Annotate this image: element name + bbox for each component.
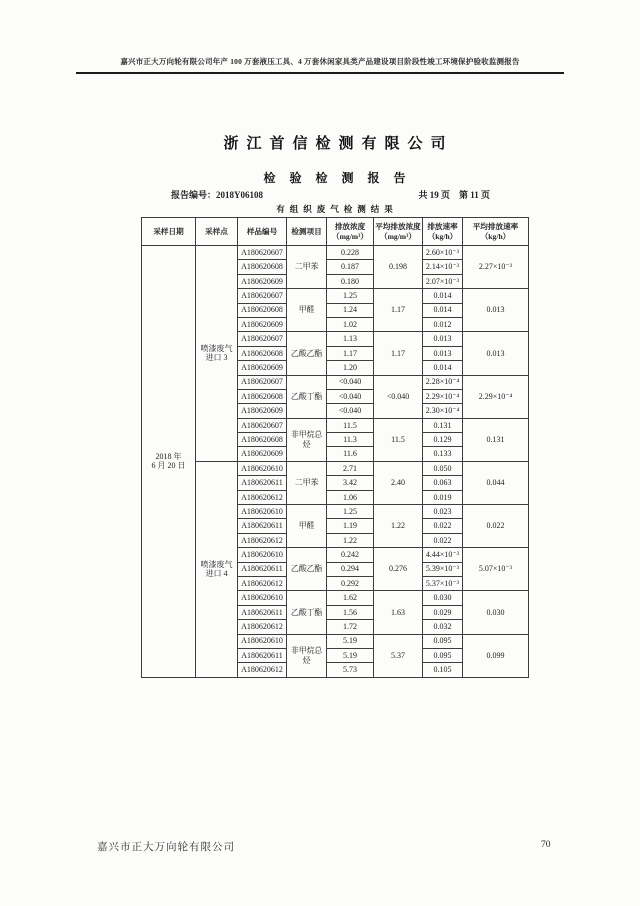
sampling-point-cell — [196, 246, 238, 462]
results-table — [141, 217, 529, 678]
column-header — [463, 218, 529, 246]
emission-rate-cell: 0.029 — [423, 605, 463, 619]
concentration-cell: <0.040 — [327, 375, 374, 389]
sample-id-cell: A180620612 — [238, 663, 287, 677]
avg-emission-rate-cell: 0.044 — [463, 461, 529, 504]
column-header — [196, 218, 238, 246]
detection-item-cell: 二甲苯 — [287, 246, 327, 289]
avg-emission-rate-cell: 0.013 — [463, 332, 529, 375]
column-header-label: 排放速率 — [427, 222, 458, 232]
emission-rate-cell: 0.013 — [423, 332, 463, 346]
sample-id-cell: A180620607 — [238, 332, 287, 346]
detection-item-cell: 甲醛 — [287, 505, 327, 548]
avg-concentration-cell: 5.37 — [374, 634, 423, 677]
concentration-cell: 1.13 — [327, 332, 374, 346]
detection-item-cell: 二甲苯 — [287, 461, 327, 504]
emission-rate-cell: 0.014 — [423, 303, 463, 317]
emission-rate-cell: 0.022 — [423, 519, 463, 533]
detection-item-cell: 甲醛 — [287, 289, 327, 332]
sample-id-cell: A180620608 — [238, 389, 287, 403]
column-header — [423, 218, 463, 246]
avg-concentration-cell: 0.198 — [374, 246, 423, 289]
concentration-cell: 0.292 — [327, 576, 374, 590]
avg-concentration-cell: 1.22 — [374, 505, 423, 548]
table-row — [142, 246, 529, 260]
table-title: 有组织废气检测结果 — [276, 204, 398, 214]
footer-company-name: 嘉兴市正大万向轮有限公司 — [97, 842, 235, 853]
avg-emission-rate-cell: 0.022 — [463, 505, 529, 548]
column-header-label: 平均排放浓度 — [375, 222, 421, 232]
emission-rate-cell: 2.29×10⁻⁴ — [423, 389, 463, 403]
page-count: 共 19 页 第 11 页 — [418, 190, 490, 200]
emission-rate-cell: 0.095 — [423, 634, 463, 648]
column-header — [287, 218, 327, 246]
avg-emission-rate-cell: 5.07×10⁻³ — [463, 548, 529, 591]
sample-id-cell: A180620612 — [238, 533, 287, 547]
report-header-line: 嘉兴市正大万向轮有限公司年产 100 万套液压工具、4 万套休闲家具类产品建设项目阶段性竣工环境保护验收监测报告 — [120, 57, 520, 66]
detection-item-cell: 乙酸乙酯 — [287, 548, 327, 591]
detection-item-cell: 非甲烷总烃 — [287, 634, 327, 677]
avg-emission-rate-cell: 0.030 — [463, 591, 529, 634]
detection-item-cell: 非甲烷总烃 — [287, 418, 327, 461]
concentration-cell: 1.19 — [327, 519, 374, 533]
concentration-cell: 1.62 — [327, 591, 374, 605]
emission-rate-cell: 0.063 — [423, 476, 463, 490]
emission-rate-cell: 0.030 — [423, 591, 463, 605]
concentration-cell: 1.17 — [327, 346, 374, 360]
header-divider — [76, 72, 564, 74]
sample-id-cell: A180620608 — [238, 303, 287, 317]
sample-id-cell: A180620608 — [238, 260, 287, 274]
cell-text-line: 喷漆废气 — [200, 343, 233, 353]
sample-id-cell: A180620611 — [238, 605, 287, 619]
sample-id-cell: A180620608 — [238, 346, 287, 360]
concentration-cell: 2.71 — [327, 461, 374, 475]
sample-id-cell: A180620609 — [238, 317, 287, 331]
concentration-cell: 5.19 — [327, 648, 374, 662]
concentration-cell: 1.25 — [327, 505, 374, 519]
sample-id-cell: A180620612 — [238, 490, 287, 504]
report-title: 检验检测报告 — [263, 171, 420, 185]
concentration-cell: <0.040 — [327, 404, 374, 418]
concentration-cell: 11.3 — [327, 433, 374, 447]
avg-concentration-cell: 0.276 — [374, 548, 423, 591]
sample-id-cell: A180620609 — [238, 274, 287, 288]
concentration-cell: 1.22 — [327, 533, 374, 547]
column-header — [327, 218, 374, 246]
emission-rate-cell: 0.105 — [423, 663, 463, 677]
column-header-label: 平均排放速率 — [472, 222, 519, 232]
emission-rate-cell: 0.133 — [423, 447, 463, 461]
avg-concentration-cell: 1.17 — [374, 332, 423, 375]
sample-id-cell: A180620611 — [238, 648, 287, 662]
column-header-unit: （kg/h） — [427, 231, 458, 241]
sample-id-cell: A180620607 — [238, 418, 287, 432]
emission-rate-cell: 2.07×10⁻³ — [423, 274, 463, 288]
emission-rate-cell: 5.39×10⁻³ — [423, 562, 463, 576]
concentration-cell: 5.19 — [327, 634, 374, 648]
concentration-cell: 0.294 — [327, 562, 374, 576]
sample-id-cell: A180620607 — [238, 375, 287, 389]
concentration-cell: 0.187 — [327, 260, 374, 274]
emission-rate-cell: 0.095 — [423, 648, 463, 662]
sample-id-cell: A180620607 — [238, 289, 287, 303]
column-header — [238, 218, 287, 246]
emission-rate-cell: 0.129 — [423, 433, 463, 447]
emission-rate-cell: 0.014 — [423, 361, 463, 375]
column-header-label: 采样点 — [205, 226, 228, 236]
sample-id-cell: A180620609 — [238, 361, 287, 375]
emission-rate-cell: 0.032 — [423, 620, 463, 634]
emission-rate-cell: 2.28×10⁻⁴ — [423, 375, 463, 389]
column-header-unit: （kg/h） — [480, 231, 511, 241]
cell-text-line: 2018 年 — [155, 451, 182, 461]
concentration-cell: 5.73 — [327, 663, 374, 677]
sample-id-cell: A180620610 — [238, 591, 287, 605]
column-header-unit: （mg/m³） — [379, 231, 417, 241]
concentration-cell: 0.228 — [327, 246, 374, 260]
emission-rate-cell: 0.131 — [423, 418, 463, 432]
column-header — [142, 218, 196, 246]
emission-rate-cell: 4.44×10⁻³ — [423, 548, 463, 562]
sample-id-cell: A180620612 — [238, 576, 287, 590]
concentration-cell: 1.06 — [327, 490, 374, 504]
emission-rate-cell: 0.050 — [423, 461, 463, 475]
emission-rate-cell: 2.14×10⁻³ — [423, 260, 463, 274]
column-header-label: 排放浓度 — [334, 222, 366, 232]
sample-id-cell: A180620609 — [238, 404, 287, 418]
column-header-label: 样品编号 — [246, 226, 278, 236]
sample-id-cell: A180620611 — [238, 562, 287, 576]
concentration-cell: 1.25 — [327, 289, 374, 303]
sample-id-cell: A180620611 — [238, 476, 287, 490]
emission-rate-cell: 0.023 — [423, 505, 463, 519]
concentration-cell: 1.02 — [327, 317, 374, 331]
sample-id-cell: A180620610 — [238, 634, 287, 648]
report-meta-row — [141, 188, 528, 201]
table-head — [142, 218, 529, 246]
sample-id-cell: A180620610 — [238, 461, 287, 475]
footer-page-number: 70 — [541, 840, 551, 850]
avg-concentration-cell: 11.5 — [374, 418, 423, 461]
avg-emission-rate-cell: 2.29×10⁻⁴ — [463, 375, 529, 418]
table-header-row — [142, 218, 529, 246]
sample-id-cell: A180620611 — [238, 519, 287, 533]
sampling-point-cell — [196, 461, 238, 677]
concentration-cell: 3.42 — [327, 476, 374, 490]
detection-item-cell: 乙酸丁酯 — [287, 375, 327, 418]
cell-text-line: 6 月 20 日 — [151, 461, 186, 471]
concentration-cell: 11.6 — [327, 447, 374, 461]
sample-id-cell: A180620608 — [238, 433, 287, 447]
column-header-unit: （mg/m³） — [331, 231, 369, 241]
concentration-cell: 11.5 — [327, 418, 374, 432]
emission-rate-cell: 2.30×10⁻⁴ — [423, 404, 463, 418]
column-header-label: 采样日期 — [153, 226, 184, 236]
avg-emission-rate-cell: 2.27×10⁻³ — [463, 246, 529, 289]
concentration-cell: 0.242 — [327, 548, 374, 562]
avg-concentration-cell: 2.40 — [374, 461, 423, 504]
sample-id-cell: A180620610 — [238, 505, 287, 519]
avg-emission-rate-cell: 0.099 — [463, 634, 529, 677]
cell-text-line: 喷漆废气 — [200, 559, 233, 569]
report-number: 报告编号：2018Y06108 — [171, 190, 263, 200]
detection-item-cell: 乙酸丁酯 — [287, 591, 327, 634]
sample-id-cell: A180620607 — [238, 246, 287, 260]
emission-rate-cell: 0.022 — [423, 533, 463, 547]
avg-concentration-cell: 1.63 — [374, 591, 423, 634]
column-header — [374, 218, 423, 246]
sampling-date-cell — [142, 246, 196, 678]
emission-rate-cell: 0.012 — [423, 317, 463, 331]
column-header-label: 检测项目 — [291, 226, 322, 236]
table-row — [142, 461, 529, 475]
emission-rate-cell: 0.019 — [423, 490, 463, 504]
avg-concentration-cell: 1.17 — [374, 289, 423, 332]
cell-text-line: 进口 4 — [205, 569, 228, 579]
emission-rate-cell: 5.37×10⁻³ — [423, 576, 463, 590]
concentration-cell: 1.72 — [327, 620, 374, 634]
sample-id-cell: A180620609 — [238, 447, 287, 461]
concentration-cell: 1.24 — [327, 303, 374, 317]
sample-id-cell: A180620612 — [238, 620, 287, 634]
concentration-cell: 1.20 — [327, 361, 374, 375]
emission-rate-cell: 0.014 — [423, 289, 463, 303]
detection-item-cell: 乙酸乙酯 — [287, 332, 327, 375]
concentration-cell: 1.56 — [327, 605, 374, 619]
emission-rate-cell: 0.013 — [423, 346, 463, 360]
concentration-cell: 0.180 — [327, 274, 374, 288]
avg-concentration-cell: <0.040 — [374, 375, 423, 418]
table-body — [142, 246, 529, 678]
cell-text-line: 进口 3 — [205, 353, 228, 363]
emission-rate-cell: 2.60×10⁻³ — [423, 246, 463, 260]
avg-emission-rate-cell: 0.131 — [463, 418, 529, 461]
sample-id-cell: A180620610 — [238, 548, 287, 562]
concentration-cell: <0.040 — [327, 389, 374, 403]
company-title: 浙江首信检测有限公司 — [223, 135, 454, 152]
avg-emission-rate-cell: 0.013 — [463, 289, 529, 332]
